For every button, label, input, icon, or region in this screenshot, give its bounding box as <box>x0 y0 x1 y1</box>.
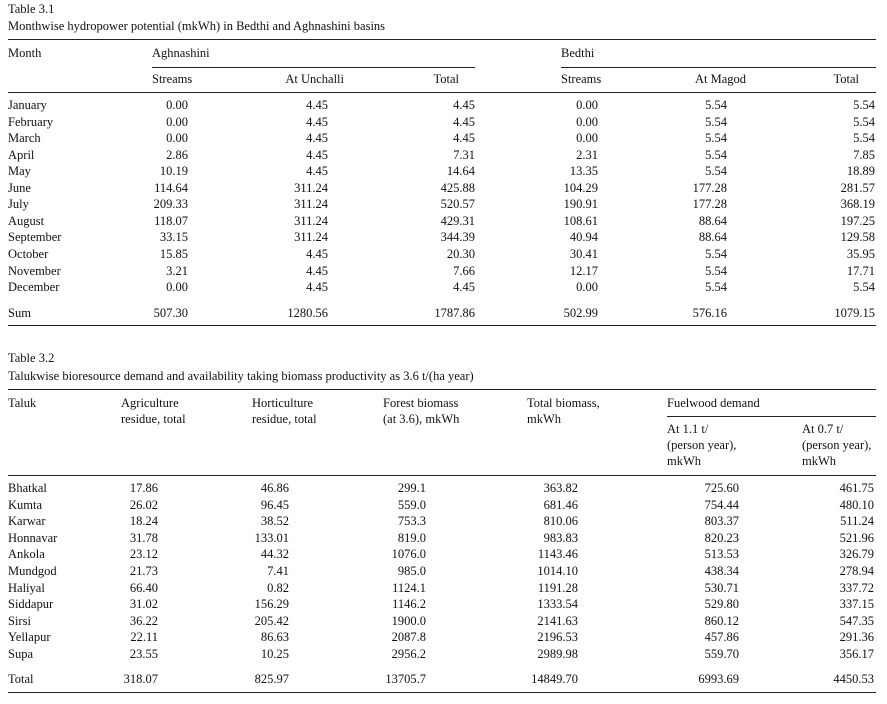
header-rule <box>8 92 876 93</box>
cell: 114.64 <box>154 180 188 195</box>
table-label: Table 3.2 <box>8 351 55 365</box>
group-header-aghnashini: Aghnashini <box>152 46 210 60</box>
cell: 425.88 <box>440 180 475 195</box>
cell: 299.1 <box>397 481 426 495</box>
cell: 22.11 <box>130 630 158 645</box>
cell: 368.19 <box>840 197 875 212</box>
col-header-forest-biomass: Forest biomass <box>383 396 459 410</box>
col-header-fuelwood-1-1: At 1.1 t/ <box>667 422 709 436</box>
cell: 197.25 <box>840 213 875 228</box>
cell: 337.15 <box>839 597 874 612</box>
total-row <box>0 671 887 687</box>
cell: 1143.46 <box>537 547 578 562</box>
cell: 13705.7 <box>385 672 426 686</box>
cell: 177.28 <box>692 180 727 195</box>
cell: 356.17 <box>839 647 874 661</box>
cell: 17.71 <box>846 263 875 278</box>
cell: 2.31 <box>576 147 598 162</box>
cell: 753.3 <box>397 514 426 529</box>
cell: 344.39 <box>440 230 475 245</box>
row-label: September <box>8 230 62 245</box>
cell: 118.07 <box>154 213 188 228</box>
cell: 13.35 <box>569 164 598 179</box>
cell: 18.24 <box>129 514 158 529</box>
cell: 5.54 <box>853 98 875 112</box>
cell: 205.42 <box>254 613 289 628</box>
col-header-total-biomass: mkWh <box>527 412 562 426</box>
row-label: Kumta <box>8 497 43 512</box>
row-label: Mundgod <box>8 564 57 578</box>
table-row <box>0 263 887 279</box>
row-label: Haliyal <box>8 580 45 595</box>
cell: 6993.69 <box>698 672 739 686</box>
cell: 820.23 <box>704 530 739 545</box>
cell: 520.57 <box>440 197 475 212</box>
row-label: July <box>8 197 29 212</box>
cell: 88.64 <box>698 230 727 245</box>
cell: 66.40 <box>129 580 158 595</box>
cell: 20.30 <box>446 246 475 261</box>
cell: 4.45 <box>306 98 328 112</box>
cell: 0.00 <box>576 280 598 295</box>
cell: 0.00 <box>166 280 188 295</box>
table-row <box>0 114 887 130</box>
col-header-horticulture: Horticulture <box>252 396 314 410</box>
col-header-total: Total <box>433 72 459 86</box>
row-label: Siddapur <box>8 597 54 612</box>
cell: 21.73 <box>129 564 158 578</box>
row-label: March <box>8 131 41 146</box>
table-row <box>0 97 887 113</box>
cell: 278.94 <box>839 564 874 578</box>
cell: 438.34 <box>704 564 739 578</box>
bottom-rule <box>8 692 876 693</box>
cell: 44.32 <box>260 547 289 562</box>
cell: 311.24 <box>294 180 328 195</box>
table-row <box>0 213 887 229</box>
cell: 291.36 <box>839 630 874 645</box>
top-rule <box>8 39 876 40</box>
cell: 36.22 <box>129 613 158 628</box>
cell: 1333.54 <box>537 597 578 612</box>
row-label: Total <box>8 672 34 686</box>
cell: 17.86 <box>129 481 158 495</box>
cell: 18.89 <box>846 164 875 179</box>
cell: 819.0 <box>397 530 426 545</box>
cell: 559.0 <box>397 497 426 512</box>
cell: 23.55 <box>129 647 158 661</box>
cell: 14849.70 <box>531 672 578 686</box>
cell: 10.25 <box>260 647 289 661</box>
row-label: June <box>8 180 31 195</box>
cell: 0.00 <box>576 131 598 146</box>
cell: 2989.98 <box>537 647 578 661</box>
table-row <box>0 480 887 496</box>
cell: 86.63 <box>260 630 289 645</box>
row-label: Karwar <box>8 514 46 529</box>
col-header-agriculture: Agriculture <box>121 396 179 410</box>
col-header-streams: Streams <box>152 72 193 86</box>
cell: 1014.10 <box>537 564 578 578</box>
cell: 803.37 <box>704 514 739 529</box>
row-label: Supa <box>8 647 33 661</box>
group-rule-fuelwood <box>667 416 876 417</box>
cell: 1191.28 <box>537 580 578 595</box>
cell: 12.17 <box>569 263 598 278</box>
table-row <box>0 546 887 562</box>
cell: 521.96 <box>839 530 874 545</box>
table-row <box>0 580 887 596</box>
cell: 4.45 <box>306 131 328 146</box>
row-label: Honnavar <box>8 530 58 545</box>
cell: 2196.53 <box>537 630 578 645</box>
cell: 5.54 <box>853 131 875 146</box>
table-row <box>0 629 887 645</box>
row-label: Sum <box>8 306 31 320</box>
cell: 311.24 <box>294 197 328 212</box>
row-label: Sirsi <box>8 613 31 628</box>
col-header-at-unchalli: At Unchalli <box>285 72 344 86</box>
cell: 4.45 <box>306 164 328 179</box>
cell: 429.31 <box>440 213 475 228</box>
cell: 2141.63 <box>537 613 578 628</box>
cell: 281.57 <box>840 180 875 195</box>
group-header-fuelwood-demand: Fuelwood demand <box>667 396 760 410</box>
table-row <box>0 596 887 612</box>
col-header-agriculture: residue, total <box>121 412 186 426</box>
cell: 0.82 <box>267 580 289 595</box>
cell: 4.45 <box>306 280 328 295</box>
cell: 559.70 <box>704 647 739 661</box>
cell: 209.33 <box>153 197 188 212</box>
group-rule-aghnashini <box>152 67 475 68</box>
cell: 4450.53 <box>833 672 874 686</box>
col-header-fuelwood-0-7: At 0.7 t/ <box>802 422 844 436</box>
table-row <box>0 196 887 212</box>
cell: 35.95 <box>846 246 875 261</box>
cell: 30.41 <box>569 246 598 261</box>
table-row <box>0 163 887 179</box>
cell: 5.54 <box>853 114 875 129</box>
cell: 7.41 <box>267 564 289 578</box>
table-row <box>0 646 887 662</box>
table-row <box>0 147 887 163</box>
cell: 326.79 <box>839 547 874 562</box>
cell: 7.66 <box>453 263 475 278</box>
cell: 1787.86 <box>434 306 475 320</box>
cell: 5.54 <box>705 280 727 295</box>
row-label: Ankola <box>8 547 45 562</box>
col-header-horticulture: residue, total <box>252 412 317 426</box>
cell: 23.12 <box>129 547 158 562</box>
cell: 529.80 <box>704 597 739 612</box>
cell: 108.61 <box>563 213 598 228</box>
cell: 530.71 <box>704 580 739 595</box>
table-row <box>0 513 887 529</box>
col-header-streams: Streams <box>561 72 602 86</box>
cell: 15.85 <box>159 246 188 261</box>
cell: 46.86 <box>260 481 289 495</box>
table-row <box>0 279 887 295</box>
cell: 681.46 <box>543 497 578 512</box>
cell: 511.24 <box>840 514 874 529</box>
cell: 576.16 <box>692 306 727 320</box>
col-header-fuelwood-0-7: (person year), <box>802 438 872 452</box>
cell: 311.24 <box>294 213 328 228</box>
col-header-forest-biomass: (at 3.6), mkWh <box>383 412 460 426</box>
cell: 5.54 <box>705 114 727 129</box>
cell: 133.01 <box>254 530 289 545</box>
row-label: November <box>8 263 61 278</box>
cell: 480.10 <box>839 497 874 512</box>
table-row <box>0 497 887 513</box>
row-label: August <box>8 213 45 228</box>
cell: 38.52 <box>260 514 289 529</box>
table-row <box>0 563 887 579</box>
row-label: May <box>8 164 31 179</box>
cell: 1076.0 <box>391 547 426 562</box>
table-row <box>0 246 887 262</box>
cell: 985.0 <box>397 564 426 578</box>
col-header-month: Month <box>8 46 42 60</box>
cell: 311.24 <box>294 230 328 245</box>
cell: 5.54 <box>705 131 727 146</box>
top-rule <box>8 389 876 390</box>
cell: 461.75 <box>839 481 874 495</box>
cell: 156.29 <box>254 597 289 612</box>
cell: 33.15 <box>159 230 188 245</box>
row-label: February <box>8 114 54 129</box>
cell: 502.99 <box>563 306 598 320</box>
cell: 5.54 <box>705 246 727 261</box>
cell: 4.45 <box>306 246 328 261</box>
cell: 0.00 <box>166 114 188 129</box>
row-label: December <box>8 280 60 295</box>
cell: 0.00 <box>576 98 598 112</box>
cell: 2.86 <box>166 147 188 162</box>
cell: 5.54 <box>705 263 727 278</box>
cell: 14.64 <box>446 164 475 179</box>
cell: 88.64 <box>698 213 727 228</box>
cell: 2956.2 <box>391 647 426 661</box>
cell: 4.45 <box>453 131 475 146</box>
cell: 810.06 <box>543 514 578 529</box>
group-rule-bedthi <box>561 67 876 68</box>
cell: 825.97 <box>254 672 289 686</box>
cell: 0.00 <box>166 131 188 146</box>
cell: 725.60 <box>704 481 739 495</box>
sum-row <box>0 305 887 321</box>
table-caption: Talukwise bioresource demand and availability taking biomass productivity as 3.6 t/(ha year) <box>8 369 474 383</box>
cell: 2087.8 <box>391 630 426 645</box>
cell: 754.44 <box>704 497 739 512</box>
cell: 1124.1 <box>392 580 426 595</box>
row-label: October <box>8 246 49 261</box>
cell: 507.30 <box>153 306 188 320</box>
row-label: Bhatkal <box>8 481 47 495</box>
cell: 1079.15 <box>834 306 875 320</box>
cell: 5.54 <box>705 147 727 162</box>
cell: 7.85 <box>853 147 875 162</box>
cell: 337.72 <box>839 580 874 595</box>
cell: 177.28 <box>692 197 727 212</box>
cell: 457.86 <box>704 630 739 645</box>
cell: 4.45 <box>306 263 328 278</box>
cell: 513.53 <box>704 547 739 562</box>
col-header-fuelwood-1-1: mkWh <box>667 454 702 468</box>
cell: 1900.0 <box>391 613 426 628</box>
cell: 26.02 <box>129 497 158 512</box>
cell: 7.31 <box>453 147 475 162</box>
cell: 31.78 <box>129 530 158 545</box>
cell: 10.19 <box>159 164 188 179</box>
cell: 318.07 <box>123 672 158 686</box>
cell: 129.58 <box>840 230 875 245</box>
table-row <box>0 229 887 245</box>
table-label: Table 3.1 <box>8 2 55 16</box>
col-header-fuelwood-0-7: mkWh <box>802 454 837 468</box>
table-row <box>0 613 887 629</box>
cell: 4.45 <box>306 147 328 162</box>
col-header-total: Total <box>833 72 859 86</box>
table-row <box>0 530 887 546</box>
cell: 363.82 <box>543 481 578 495</box>
col-header-taluk: Taluk <box>8 396 37 410</box>
col-header-at-magod: At Magod <box>694 72 746 86</box>
table-row <box>0 130 887 146</box>
cell: 4.45 <box>306 114 328 129</box>
cell: 1280.56 <box>287 306 328 320</box>
table-caption: Monthwise hydropower potential (mkWh) in Bedthi and Aghnashini basins <box>8 19 386 33</box>
cell: 5.54 <box>705 164 727 179</box>
cell: 104.29 <box>563 180 598 195</box>
cell: 4.45 <box>453 114 475 129</box>
header-rule <box>8 475 876 476</box>
table-row <box>0 180 887 196</box>
cell: 96.45 <box>260 497 289 512</box>
cell: 983.83 <box>543 530 578 545</box>
cell: 0.00 <box>166 98 188 112</box>
cell: 4.45 <box>453 98 475 112</box>
cell: 31.02 <box>129 597 158 612</box>
col-header-fuelwood-1-1: (person year), <box>667 438 737 452</box>
cell: 1146.2 <box>392 597 426 612</box>
row-label: Yellapur <box>8 630 51 645</box>
bottom-rule <box>8 325 876 326</box>
row-label: January <box>8 98 47 112</box>
cell: 5.54 <box>853 280 875 295</box>
cell: 3.21 <box>166 263 188 278</box>
row-label: April <box>8 147 35 162</box>
cell: 860.12 <box>704 613 739 628</box>
cell: 190.91 <box>563 197 598 212</box>
col-header-total-biomass: Total biomass, <box>527 396 600 410</box>
cell: 5.54 <box>705 98 727 112</box>
cell: 4.45 <box>453 280 475 295</box>
cell: 547.35 <box>839 613 874 628</box>
group-header-bedthi: Bedthi <box>561 46 595 60</box>
cell: 0.00 <box>576 114 598 129</box>
cell: 40.94 <box>569 230 598 245</box>
